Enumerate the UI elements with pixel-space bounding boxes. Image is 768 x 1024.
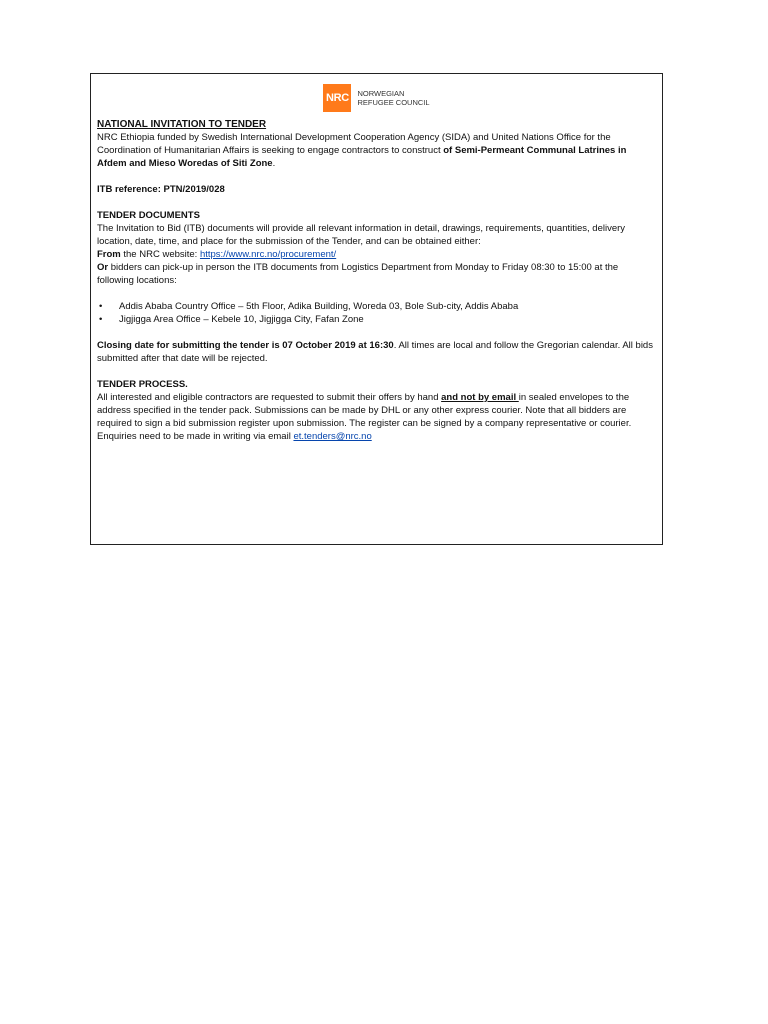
closing-text: . All times are local and follow the Gregorian calendar. All bids submitted after that date will be rejected.	[97, 340, 653, 364]
tenders-email-link[interactable]: et.tenders@nrc.no	[293, 431, 372, 442]
itb-reference: ITB reference: PTN/2019/028	[97, 184, 225, 195]
tender-process-text	[97, 391, 656, 443]
tender-process-heading: TENDER PROCESS.	[97, 379, 188, 390]
tender-notice	[90, 73, 663, 545]
intro-paragraph	[97, 131, 656, 170]
intro-end: .	[272, 158, 276, 169]
list-item	[97, 300, 656, 313]
pickup-line	[97, 261, 656, 287]
tender-documents-text: The Invitation to Bid (ITB) documents will provide all relevant information in detail, drawings, requirements, quantities, delivery location, date, time, and place for the submission of the Tender, and can be obtained either:	[97, 223, 626, 247]
nrc-logo	[97, 84, 656, 112]
from-label: From	[97, 249, 121, 260]
or-label: Or	[97, 262, 109, 273]
procurement-link[interactable]: https://www.nrc.no/procurement/	[199, 249, 337, 260]
process-text-2: in sealed envelopes to the address specified in the tender pack. Submissions can be made by DHL or any other express courier. Note that all bidders are required to sign a bid submission register upon submission. The register can be signed by a company representative or courier. Enquiries need to be made in writing via email	[97, 392, 632, 442]
list-item	[97, 313, 656, 326]
nrc-logo-mark: NRC	[323, 84, 351, 112]
logo-line-1: NORWEGIAN	[357, 89, 405, 98]
nrc-logo-text	[357, 89, 429, 107]
logo-line-2: REFUGEE COUNCIL	[357, 98, 430, 107]
closing-paragraph	[97, 339, 656, 365]
closing-date: Closing date for submitting the tender is 07 October 2019 at 16:30	[97, 340, 394, 351]
intro-text: NRC Ethiopia funded by Swedish International Development Cooperation Agency (SIDA) and United Nations Office for the Coordination of Humanitarian Affairs is seeking to engage contractors to construct	[97, 132, 611, 156]
tender-documents-heading: TENDER DOCUMENTS	[97, 210, 200, 221]
intro-project: of Semi-Permeant Communal Latrines in Afdem and Mieso Woredas of Siti Zone	[97, 145, 627, 169]
bullet-icon: •	[99, 301, 103, 312]
not-by-email: and not by email	[441, 392, 519, 403]
process-text-1: All interested and eligible contractors are requested to submit their offers by hand	[97, 392, 442, 403]
notice-title: NATIONAL INVITATION TO TENDER	[97, 119, 267, 130]
location-text: Addis Ababa Country Office – 5th Floor, Adika Building, Woreda 03, Bole Sub-city, Addis Ababa	[119, 301, 519, 312]
locations-list	[97, 300, 656, 326]
from-text: the NRC website:	[120, 249, 200, 260]
location-text: Jigjigga Area Office – Kebele 10, Jigjigga City, Fafan Zone	[119, 314, 364, 325]
bullet-icon: •	[99, 314, 103, 325]
pickup-text: bidders can pick-up in person the ITB documents from Logistics Department from Monday to Friday 08:30 to 15:00 at the following locations:	[97, 262, 619, 286]
from-website-line	[97, 248, 656, 261]
